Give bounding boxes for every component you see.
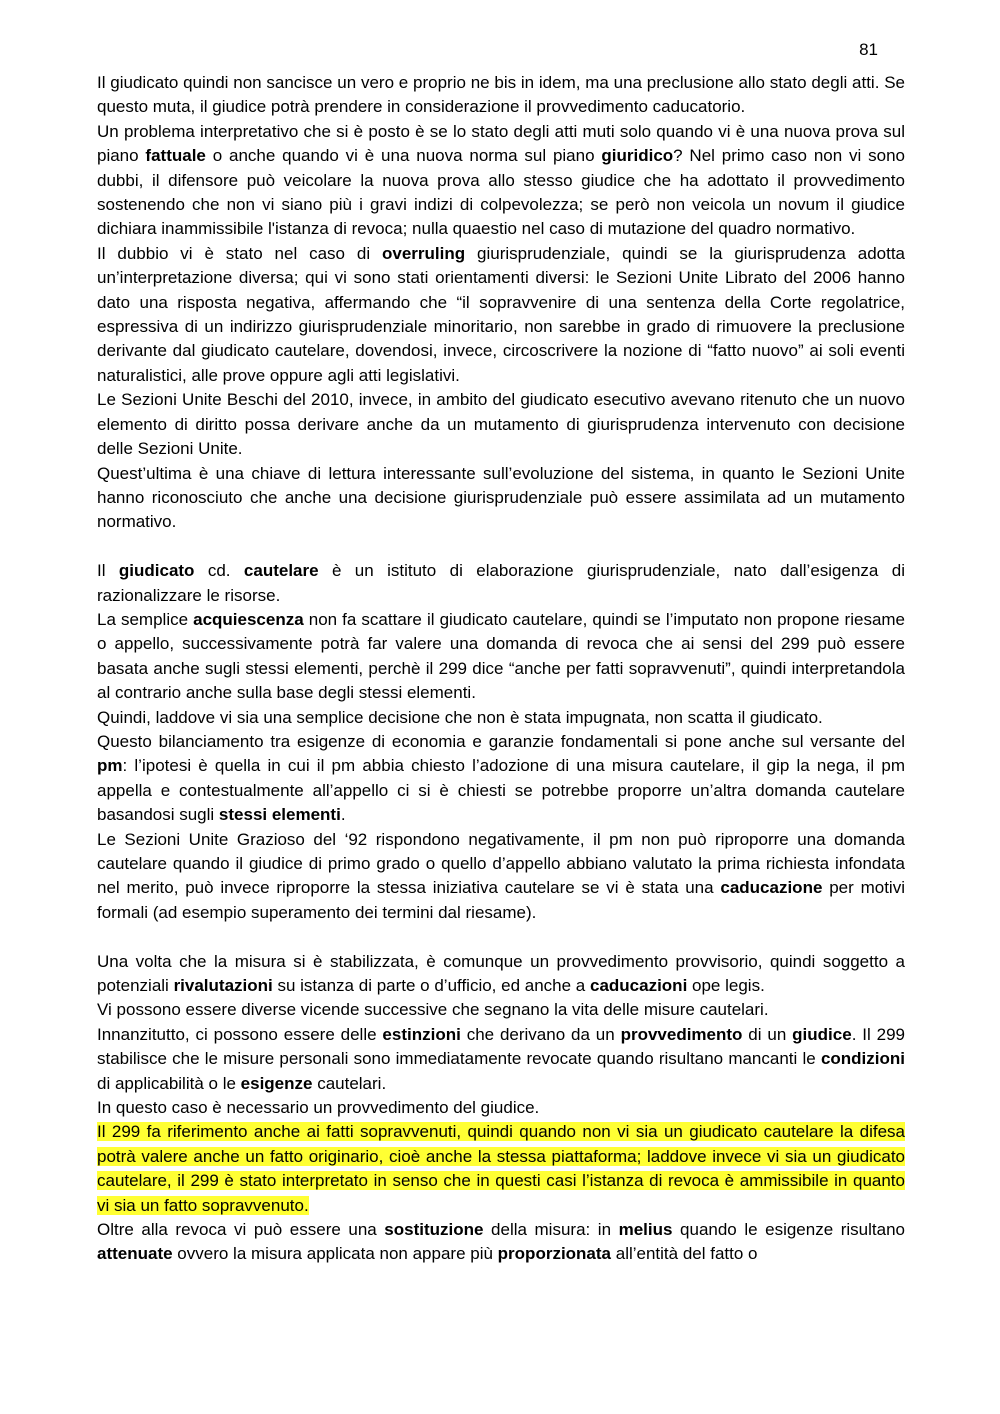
text-run: di un	[742, 1024, 793, 1044]
paragraph	[97, 706, 905, 730]
text-run: Un problema interpretativo che si è posto è se lo stato degli atti muti solo quando vi è una nuova prova sul piano	[97, 121, 905, 166]
text-run: cautelari.	[312, 1073, 387, 1093]
text-run: quando le esigenze risultano	[672, 1220, 905, 1240]
text-run: non fa scattare il giudicato cautelare, quindi se l’imputato non propone riesame o appello, successivamente potrà far valere una domanda di revoca che ai sensi del 299 può essere basata anche sugli stessi elementi, perchè il 299 dice “anche per fatti sopravvenuti”, quindi interpretandola al contrario anche sulla base degli stessi elementi.	[97, 609, 906, 703]
bold-term: caducazione	[720, 878, 823, 898]
text-run: Una volta che la misura si è stabilizzata, è comunque un provvedimento provvisorio, quindi soggetto a potenziali	[97, 951, 905, 995]
text-run: In questo caso è necessario un provvedimento del giudice.	[97, 1098, 540, 1118]
text-run: della misura: in	[483, 1220, 619, 1240]
text-run: Le Sezioni Unite Grazioso del ‘92 rispondono negativamente, il pm non può riproporre una domanda cautelare quando il giudice di primo grado o quello d’appello abbiano valutato la prima richiesta infondata nel merito, può invece riproporre la stessa iniziativa cautelare se vi è stata una	[97, 829, 905, 898]
text-run: Il	[97, 561, 119, 581]
bold-term: sostituzione	[384, 1220, 484, 1240]
paragraph	[97, 462, 905, 535]
text-run: : l’ipotesi è quella in cui il pm abbia chiesto l’adozione di una misura cautelare, il gip la nega, il pm appella e contestualmente all’appello ci si è chiesti se potrebbe proporre un’altra domanda cautelare basandosi sugli	[97, 756, 905, 825]
paragraph	[97, 950, 905, 999]
paragraph	[97, 608, 905, 706]
text-run: Innanzitutto, ci possono essere delle	[97, 1024, 383, 1044]
page-number: 81	[859, 40, 878, 59]
paragraph	[97, 242, 905, 388]
bold-term: acquiescenza	[193, 609, 304, 629]
text-run: .	[340, 805, 346, 825]
bold-term: giudice	[792, 1024, 852, 1044]
text-run: è un istituto di elaborazione giurisprudenziale, nato dall’esigenza di razionalizzare le risorse.	[97, 561, 905, 605]
text-run: ovvero la misura applicata non appare più	[172, 1244, 498, 1264]
paragraph	[97, 1023, 905, 1096]
document-body	[97, 71, 905, 1267]
text-run: Oltre alla revoca vi può essere una	[97, 1220, 385, 1240]
paragraph	[97, 828, 905, 926]
text-run: cd.	[194, 561, 244, 581]
text-run: Il 299 fa riferimento anche ai fatti sopravvenuti, quindi quando non vi sia un giudicato cautelare la difesa potrà valere anche un fatto originario, cioè anche la stessa piattaforma; laddove invece vi sia un giudicato cautelare, il 299 è stato interpretato in senso che in questi casi l’istanza di revoca è ammissibile in quanto vi sia un fatto sopravvenuto.	[97, 1122, 905, 1215]
text-run: che derivano da un	[460, 1024, 621, 1044]
text-run: su istanza di parte o d’ufficio, ed anche a	[272, 976, 590, 995]
text-run: o anche quando vi è una nuova norma sul piano	[205, 146, 602, 166]
text-run: di applicabilità o le	[97, 1073, 241, 1093]
paragraph	[97, 559, 905, 608]
text-run: Vi possono essere diverse vicende successive che segnano la vita delle misure cautelari.	[97, 1000, 769, 1020]
paragraph	[97, 730, 905, 828]
paragraph	[97, 1120, 905, 1218]
bold-term: overruling	[382, 243, 466, 263]
bold-term: attenuate	[97, 1244, 173, 1264]
bold-term: estinzioni	[382, 1024, 461, 1044]
bold-term: cautelare	[243, 561, 319, 581]
text-run: Questo bilanciamento tra esigenze di economia e garanzie fondamentali si pone anche sul versante del	[97, 731, 905, 751]
bold-term: pm	[97, 756, 123, 776]
text-run: Quindi, laddove vi sia una semplice decisione che non è stata impugnata, non scatta il giudicato.	[97, 707, 823, 727]
bold-term: rivalutazioni	[173, 976, 273, 995]
bold-term: giuridico	[601, 146, 674, 166]
bold-term: proporzionata	[497, 1244, 612, 1264]
paragraph	[97, 388, 905, 461]
text-run: all’entità del fatto o	[611, 1244, 758, 1264]
paragraph	[97, 1096, 905, 1120]
text-run: La semplice	[97, 609, 194, 629]
bold-term: caducazioni	[589, 976, 688, 995]
text-run: ope legis.	[687, 976, 765, 995]
bold-term: fattuale	[145, 146, 206, 166]
text-run: ? Nel primo caso non vi sono dubbi, il difensore può veicolare la nuova prova allo stesso giudice che ha adottato il provvedimento sostenendo che non vi siano più i gravi indizi di colpevolezza; se però non veicola un novum il giudice dichiara inammissibile l'istanza di revoca; nulla quaestio nel caso di mutazione del quadro normativo.	[97, 146, 905, 239]
text-run: Quest’ultima è una chiave di lettura interessante sull’evoluzione del sistema, in quanto le Sezioni Unite hanno riconosciuto che anche una decisione giurisprudenziale può essere assimilata ad un mutamento normativo.	[97, 463, 905, 532]
text-run: Il giudicato quindi non sancisce un vero e proprio ne bis in idem, ma una preclusione allo stato degli atti. Se questo muta, il giudice potrà prendere in considerazione il provvedimento caducatorio.	[97, 73, 905, 117]
bold-term: provvedimento	[620, 1024, 743, 1044]
bold-term: esigenze	[240, 1073, 313, 1093]
bold-term: melius	[618, 1220, 673, 1240]
bold-term: giudicato	[118, 561, 195, 581]
text-run: giurisprudenziale, quindi se la giurisprudenza adotta un’interpretazione diversa; qui vi sono stati orientamenti diversi: le Sezioni Unite Librato del 2006 hanno dato una risposta negativa, affermando che “il sopravvenire di una sentenza della Corte regolatrice, espressiva di un indirizzo giurisprudenziale minoritario, non sarebbe in grado di rimuovere la preclusione derivante dal giudicato cautelare, dovendosi, invece, circoscrivere la nozione di “fatto nuovo” ai soli eventi naturalistici, alle prove oppure agli atti legislativi.	[97, 243, 906, 385]
paragraph	[97, 120, 905, 242]
paragraph	[97, 71, 905, 120]
bold-term: condizioni	[820, 1049, 905, 1069]
text-run: . Il 299 stabilisce che le misure personali sono immediatamente revocate quando risultano mancanti le	[97, 1024, 905, 1069]
paragraph	[97, 1218, 905, 1267]
paragraph	[97, 998, 905, 1022]
text-run: Il dubbio vi è stato nel caso di	[97, 243, 383, 263]
text-run: per motivi formali (ad esempio superamento dei termini dal riesame).	[97, 878, 905, 922]
bold-term: stessi elementi	[218, 805, 341, 825]
text-run: Le Sezioni Unite Beschi del 2010, invece, in ambito del giudicato esecutivo avevano ritenuto che un nuovo elemento di diritto possa derivare anche da un mutamento di giurisprudenza intervenuto con decisione delle Sezioni Unite.	[97, 390, 905, 459]
